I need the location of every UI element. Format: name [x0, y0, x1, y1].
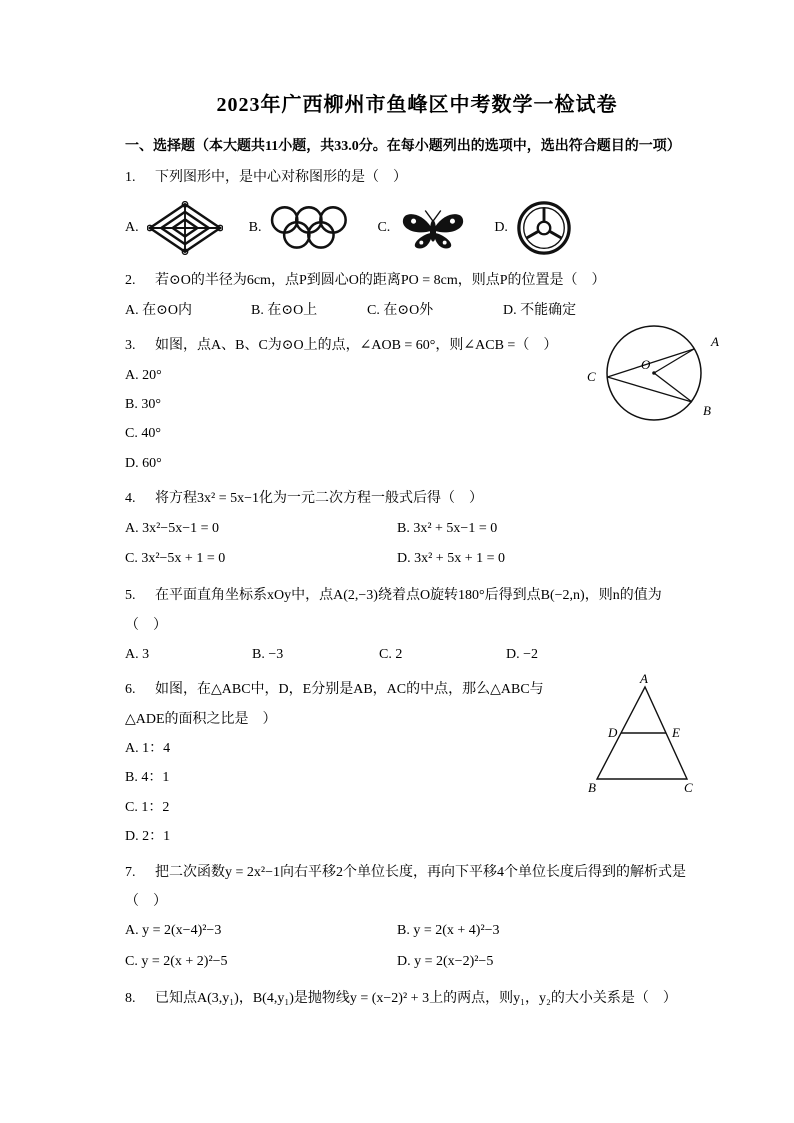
option-a: A. 1：4: [125, 741, 171, 757]
question-text: 将方程3x² = 5x−1化为一元二次方程一般式后得（ ）: [155, 491, 483, 507]
option-c: C. 40°: [125, 426, 161, 442]
olympic-rings-icon: [269, 205, 351, 251]
option-b: B. 4：1: [125, 770, 170, 786]
question-text: 把二次函数y = 2x²−1向右平移2个单位长度，再向下平移4个单位长度后得到的解析式是: [155, 864, 686, 880]
q7-options: [125, 916, 709, 978]
question-4-stem: [125, 484, 709, 513]
question-2: [125, 266, 709, 325]
page-title: 2023年广西柳州市鱼峰区中考数学一检试卷: [216, 94, 618, 116]
question-2-stem: [125, 266, 709, 295]
option-a: A. 3x²−5x−1 = 0: [125, 520, 219, 536]
q4-options: [125, 514, 709, 576]
diagram-label-b: B: [588, 780, 596, 796]
option-c: C. 在⊙O外: [367, 302, 434, 318]
option-a: A. 3: [125, 646, 150, 662]
option-c: C. y = 2(x + 2)²−5: [125, 954, 228, 970]
question-7-paren: （ ）: [125, 894, 167, 910]
q1-options-row: [125, 200, 709, 256]
option-label-d: D.: [494, 220, 508, 236]
option-c: C. 2: [379, 646, 403, 662]
option-a: A. y = 2(x−4)²−3: [125, 923, 222, 939]
option-d: D. 3x² + 5x + 1 = 0: [397, 551, 505, 567]
question-5-stem: [125, 581, 709, 610]
option-b: B. 30°: [125, 396, 161, 412]
diagram-label-a: A: [640, 671, 648, 687]
question-8: [125, 984, 709, 1013]
question-5-paren: （ ）: [125, 617, 167, 633]
question-6: [125, 671, 709, 851]
section-header: 一、选择题（本大题共11小题，共33.0分。在每小题列出的选项中，选出符合题目的一项）: [125, 139, 681, 154]
triangle-diagram: [587, 671, 699, 795]
steering-wheel-icon: [516, 200, 572, 256]
option-b: B. −3: [252, 646, 284, 662]
option-d: D. 60°: [125, 455, 162, 471]
diagram-label-c: C: [684, 780, 693, 796]
question-7: [125, 858, 709, 978]
option-c: C. 1：2: [125, 799, 170, 815]
question-text: 如图，在△ABC中，D，E分别是AB，AC的中点，那么△ABC与△ADE的面积之比是 ）: [125, 682, 544, 727]
option-d: D. 2：1: [125, 829, 171, 845]
diagram-label-c: C: [587, 369, 596, 385]
diagram-label-d: D: [608, 725, 618, 741]
question-number: 5.: [125, 588, 136, 604]
option-d: D. 不能确定: [503, 302, 577, 318]
diagram-label-b: B: [703, 403, 711, 419]
question-number: 7.: [125, 864, 136, 880]
diagram-label-e: E: [672, 725, 680, 741]
option-c: C. 3x²−5x + 1 = 0: [125, 551, 226, 567]
chinese-knot-icon: [147, 201, 223, 255]
q5-options: [125, 640, 709, 669]
question-number: 2.: [125, 273, 136, 289]
option-label-a: A.: [125, 220, 139, 236]
question-number: 6.: [125, 682, 136, 698]
question-number: 8.: [125, 991, 136, 1006]
option-d: D. −2: [506, 646, 539, 662]
option-d: D. y = 2(x−2)²−5: [397, 954, 494, 970]
question-4: [125, 484, 709, 575]
option-label-c: C.: [377, 220, 391, 236]
diagram-label-o: O: [641, 357, 651, 373]
circle-diagram: [579, 317, 729, 429]
question-number: 1.: [125, 170, 136, 185]
question-1-stem: [125, 163, 709, 192]
question-5: [125, 581, 709, 669]
question-number: 3.: [125, 338, 136, 354]
option-a: A. 20°: [125, 367, 162, 383]
question-1: [125, 163, 709, 256]
option-label-b: B.: [248, 220, 262, 236]
question-text: 已知点A(3,y₁)，B(4,y₁)是抛物线y = (x−2)² + 3上的两点，则y₁，y₂的大小关系是（ ）: [155, 991, 677, 1006]
question-text: 如图，点A、B、C为⊙O上的点，∠AOB = 60°，则∠ACB =（ ）: [155, 338, 558, 354]
q2-options-row: [125, 296, 709, 325]
question-8-stem: [125, 984, 709, 1013]
question-7-stem: [125, 858, 709, 887]
option-a: A. 在⊙O内: [125, 302, 192, 318]
diagram-label-a: A: [711, 334, 719, 350]
question-3: [125, 331, 719, 478]
question-text: 若⊙O的半径为6cm，点P到圆心O的距离PO = 8cm，则点P的位置是（ ）: [155, 273, 606, 289]
option-b: B. y = 2(x + 4)²−3: [397, 923, 500, 939]
question-text: 下列图形中，是中心对称图形的是（ ）: [155, 170, 407, 185]
butterfly-icon: [398, 205, 468, 251]
question-text: 在平面直角坐标系xOy中，点A(2,−3)绕着点O旋转180°后得到点B(−2,n)，则n的值为: [155, 588, 662, 604]
option-b: B. 在⊙O上: [251, 302, 318, 318]
question-number: 4.: [125, 491, 136, 507]
option-b: B. 3x² + 5x−1 = 0: [397, 520, 498, 536]
